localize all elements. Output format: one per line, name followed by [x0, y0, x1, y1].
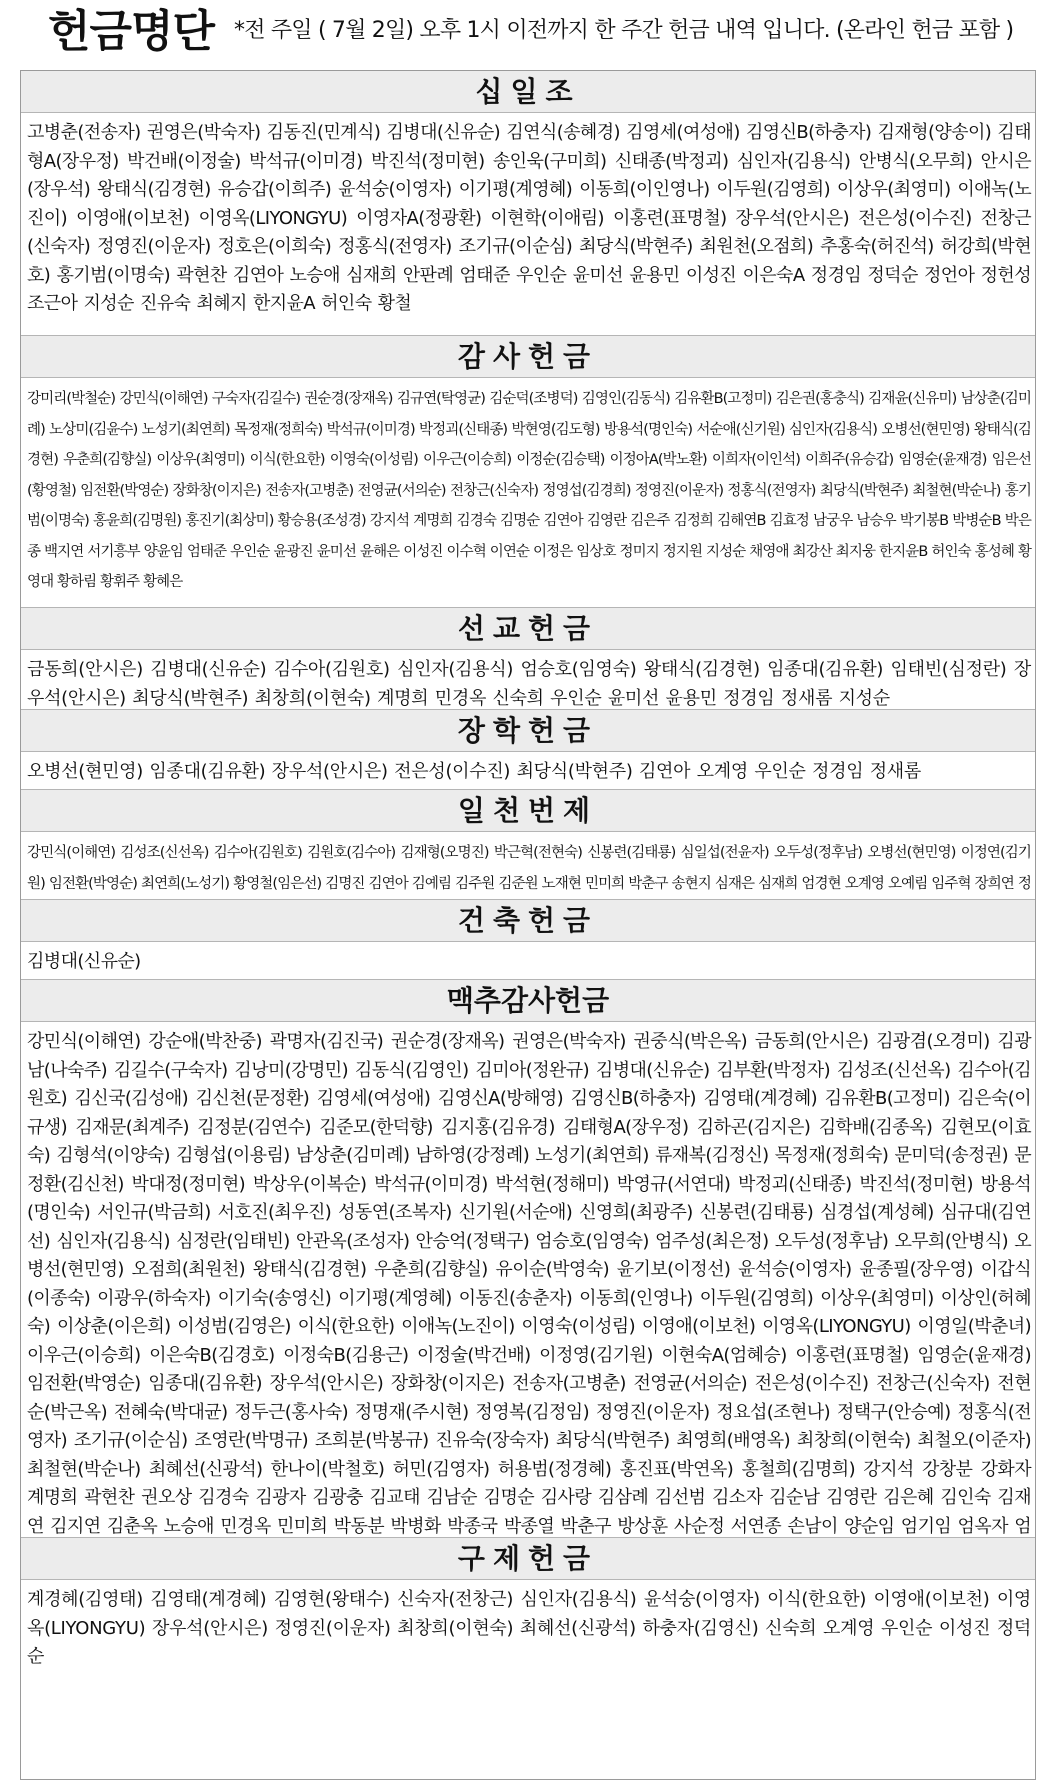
offering-board [20, 70, 1036, 1780]
section-names: 계경혜(김영태) 김영태(계경혜) 김영현(왕태수) 신숙자(전창근) 심인자(김용식) 윤석숭(이영자) 이식(한요한) 이영애(이보천) 이영옥(LIYONGYU) 장우석(안시은) 정영진(이운자) 최창희(이현숙) 최혜선(신광석) 하충자(김영신) 신숙희 오계영 우인순 이성진 정덕순 [27, 1589, 1031, 1667]
section-names: 김병대(신유순) [27, 951, 141, 972]
section-title: 건축헌금 [21, 900, 1035, 942]
section-mission [21, 607, 1035, 710]
section-title: 감사헌금 [21, 336, 1035, 378]
section-names: 오병선(현민영) 임종대(김유환) 장우석(안시은) 전은성(이수진) 최당식(박현주) 김연아 오계영 우인순 정경임 정새롬 [27, 761, 921, 782]
section-harvest-thanksgiving [21, 979, 1035, 1538]
section-title: 장학헌금 [21, 710, 1035, 752]
notice-text: *전 주일 ( 7월 2일) 오후 1시 이전까지 한 주간 헌금 내역 입니다. (온라인 헌금 포함 ) [234, 18, 1014, 43]
page-title: 헌금명단 [48, 6, 215, 57]
section-title: 일천번제 [21, 790, 1035, 832]
page-header [0, 0, 1058, 66]
section-tithe [21, 71, 1035, 335]
section-thousand-offering [21, 789, 1035, 900]
section-title: 선교헌금 [21, 608, 1035, 650]
section-building [21, 899, 1035, 980]
section-scholarship [21, 709, 1035, 790]
section-names: 고병춘(전송자) 권영은(박숙자) 김동진(민계식) 김병대(신유순) 김연식(송혜경) 김영세(여성애) 김영신B(하충자) 김재형(양송이) 김태형A(장우정) 박건배(이정술) 박석규(이미경) 박진석(정미현) 송인욱(구미희) 신태종(박정괴) 심인자(김용식) 안병식(오무희) 안시은(장우석) 왕태식(김경현) 유승갑(이희주) 윤석숭(이영자) 이기평(계영혜) 이동희(이인영나) 이두원(김영희) 이상우(최영미) 이애녹(노진이) 이영애(이보천) 이영옥(LIYONGYU) 이영자A(정광환) 이현학(이애림) 이홍련(표명철) 장우석(안시은) 전은성(이수진) 전창근(신숙자) 정영진(이운자) 정호은(이희숙) 정홍식(전영자) 조기규(이순심) 최당식(박현주) 최원천(오점희) 추홍숙(허진석) 허강희(박현호) 홍기범(이명숙) 곽현찬 김연아 노승애 심재희 안판례 엄태준 우인순 윤미선 윤용민 이성진 이은숙A 정경임 정덕순 정언아 정헌성 조근아 지성순 진유숙 최혜지 한지윤A 허인숙 황철 [27, 122, 1031, 314]
section-names: 강미리(박철순) 강민식(이해연) 구숙자(김길수) 권순경(장재옥) 김규연(탁영균) 김순덕(조병덕) 김영인(김동식) 김유환B(고정미) 김은권(홍충식) 김재윤(신유미) 남상춘(김미례) 노상미(김윤수) 노성기(최연희) 목정재(정희숙) 박석규(이미경) 박정괴(신태종) 박현영(김도형) 방용석(명인숙) 서순애(신기원) 심인자(김용식) 오병선(현민영) 왕태식(김경현) 우춘희(김향실) 이상우(최영미) 이식(한요한) 이영숙(이성림) 이우근(이승희) 이정순(김승택) 이정아A(박노환) 이희자(이인석) 이희주(유승갑) 임영순(윤재경) 임은선(황영철) 임전환(박영순) 장화창(이지은) 전송자(고병춘) 전영균(서의순) 전창근(신숙자) 정영섭(김경희) 정영진(이운자) 정홍식(전영자) 최당식(박현주) 최철현(박순나) 홍기범(이명숙) 홍윤희(김명원) 홍진기(최상미) 황승용(조성경) 강지석 계명희 김경숙 김명순 김연아 김영란 김은주 김정희 김해연B 김효정 남궁우 남승우 박기봉B 박병순B 박은종 백지연 서기흥부 양윤임 엄태준 우인순 윤광진 윤미선 윤해은 이성진 이수혁 이연순 이정은 임상호 정미지 정지원 지성순 채영애 최강산 최지웅 한지윤B 허인숙 홍성혜 황영대 황하림 황휘주 황혜은 [27, 391, 1031, 590]
section-title: 십일조 [21, 71, 1035, 113]
section-relief [21, 1537, 1035, 1780]
section-thanksgiving [21, 335, 1035, 608]
section-title: 구제헌금 [21, 1538, 1035, 1580]
section-title: 맥추감사헌금 [21, 980, 1035, 1022]
section-names: 강민식(이해연) 강순애(박찬중) 곽명자(김진국) 권순경(장재옥) 권영은(박숙자) 권중식(박은옥) 금동희(안시은) 김광겸(오경미) 김광남(나숙주) 김길수(구숙자) 김낭미(강명민) 김동식(김영인) 김미아(정완규) 김병대(신유순) 김부환(박정자) 김성조(신선옥) 김수아(김원호) 김신국(김성애) 김신천(문정환) 김영세(여성애) 김영신A(방해영) 김영신B(하충자) 김영태(계경혜) 김유환B(고정미) 김은숙(이규생) 김재문(최계주) 김정분(김연수) 김준모(한덕향) 김지홍(김유경) 김태형A(장우정) 김하곤(김지은) 김학배(김종옥) 김현모(이효숙) 김형석(이양숙) 김형섭(이용림) 남상춘(김미례) 남하영(강정례) 노성기(최연희) 류재복(김정신) 목정재(정희숙) 문미덕(송정권) 문정환(김신천) 박대정(정미현) 박상우(이복순) 박석규(이미경) 박석현(정해미) 박영규(서연대) 박정괴(신태종) 박진석(정미현) 방용석(명인숙) 서인규(박금희) 서호진(최우진) 성동연(조복자) 신기원(서순애) 신영희(최광주) 신봉련(김태룡) 심경섭(계성혜) 심규대(김연선) 심인자(김용식) 심정란(임태빈) 안관옥(조성자) 안승억(정택구) 엄승호(임영숙) 엄주성(최은정) 오두성(정후남) 오무희(안병식) 오병선(현민영) 오점희(최원천) 왕태식(김경현) 우춘희(김향실) 유이순(박영숙) 윤기보(이정선) 윤석승(이영자) 윤종필(장우영) 이갑식(이종숙) 이광우(하숙자) 이기숙(송영신) 이기평(계영혜) 이동진(송춘자) 이동희(인영나) 이두원(김영희) 이상우(최영미) 이상인(허혜숙) 이상춘(이은희) 이성범(김영은) 이식(한요한) 이애녹(노진이) 이영숙(이성림) 이영애(이보천) 이영옥(LIYONGYU) 이영일(박춘녀) 이우근(이승희) 이은숙B(김경호) 이정숙B(김용근) 이정술(박건배) 이정영(김기원) 이현숙A(엄혜승) 이홍련(표명철) 임영순(윤재경) 임전환(박영순) 임종대(김유환) 장우석(안시은) 장화창(이지은) 전송자(고병춘) 전영균(서의순) 전은성(이수진) 전창근(신숙자) 전현순(박근옥) 전혜숙(박대균) 정두근(홍사숙) 정명재(주시현) 정영복(김정임) 정영진(이운자) 정요섭(조현나) 정택구(안승예) 정홍식(전영자) 조기규(이순심) 조영란(박명규) 조희분(박봉규) 진유숙(장숙자) 최당식(박현주) 최영희(배영옥) 최창희(이현숙) 최철오(이준자) 최철현(박순나) 최혜선(신광석) 한나이(박철호) 허민(김영자) 허용범(정경혜) 홍진표(박연옥) 홍철희(김명희) 강지석 강창분 강화자 계명희 곽현찬 권오상 김경숙 김광자 김광충 김교태 김남순 김명순 김사랑 김삼례 김선범 김소자 김순남 김영란 김은혜 김인숙 김재연 김지연 김춘옥 노승애 민경옥 민미희 박동분 박병화 박종국 박종열 박춘구 방상훈 사순정 서연종 손남이 양순임 엄기임 엄옥자 엄 [27, 1031, 1031, 1537]
section-names: 강민식(이해연) 김성조(신선옥) 김수아(김원호) 김원호(김수아) 김재형(오명진) 박근혁(전현숙) 신봉련(김태룡) 심일섭(전윤자) 오두성(정후남) 오병선(현민영) 이정연(김기원) 임전환(박영순) 최연희(노성기) 황영철(임은선) 김명진 김연아 김예림 김주원 김준원 노재현 민미희 박춘구 송현지 심재은 심재희 엄경현 오계영 오예림 임주혁 장희연 정 [27, 845, 1031, 892]
section-names: 금동희(안시은) 김병대(신유순) 김수아(김원호) 심인자(김용식) 엄승호(임영숙) 왕태식(김경현) 임종대(김유환) 임태빈(심정란) 장우석(안시은) 최당식(박현주) 최창희(이현숙) 계명희 민경옥 신숙희 우인순 윤미선 윤용민 정경임 정새롬 지성순 [27, 659, 1031, 709]
